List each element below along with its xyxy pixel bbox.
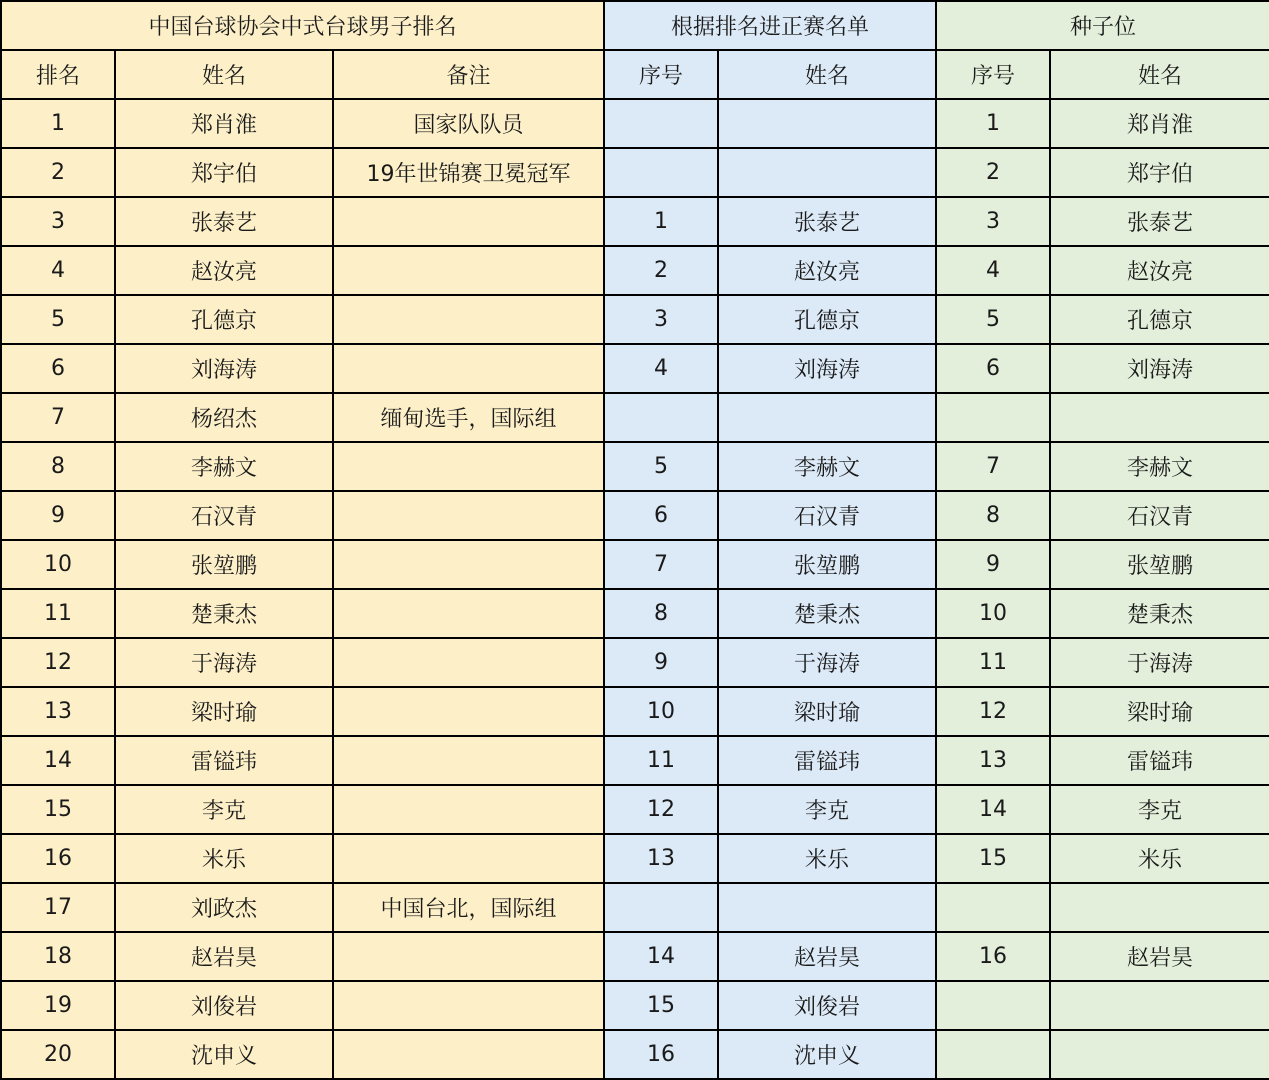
table-row	[1, 540, 1269, 589]
seed-number-cell	[936, 1030, 1050, 1079]
seed-name-cell: 孔德京	[1050, 295, 1269, 344]
entry-number-cell	[604, 393, 718, 442]
seed-number-cell: 11	[936, 638, 1050, 687]
rank-cell: 9	[1, 491, 115, 540]
seed-name-cell: 梁时瑜	[1050, 687, 1269, 736]
entry-number-cell: 2	[604, 246, 718, 295]
seed-number-cell	[936, 393, 1050, 442]
table-row	[1, 981, 1269, 1030]
note-cell	[333, 638, 604, 687]
entry-name-cell: 刘俊岩	[718, 981, 936, 1030]
seed-name-cell: 张泰艺	[1050, 197, 1269, 246]
table-row	[1, 785, 1269, 834]
table-row	[1, 1030, 1269, 1079]
rank-cell: 6	[1, 344, 115, 393]
entry-number-cell: 3	[604, 295, 718, 344]
table-head	[1, 1, 1269, 99]
table-body	[1, 99, 1269, 1079]
seed-number-column-header: 序号	[936, 50, 1050, 99]
rank-cell: 11	[1, 589, 115, 638]
table-row	[1, 491, 1269, 540]
name-cell: 刘政杰	[115, 883, 333, 932]
table-row	[1, 638, 1269, 687]
note-cell	[333, 736, 604, 785]
entry-name-cell: 刘海涛	[718, 344, 936, 393]
name-cell: 楚秉杰	[115, 589, 333, 638]
entry-name-cell: 梁时瑜	[718, 687, 936, 736]
entry-number-cell: 16	[604, 1030, 718, 1079]
seed-number-cell: 13	[936, 736, 1050, 785]
seed-name-cell: 郑宇伯	[1050, 148, 1269, 197]
table-row	[1, 295, 1269, 344]
rank-cell: 14	[1, 736, 115, 785]
rank-cell: 2	[1, 148, 115, 197]
name-cell: 沈申义	[115, 1030, 333, 1079]
note-cell	[333, 1030, 604, 1079]
entry-name-cell: 李克	[718, 785, 936, 834]
seed-number-cell: 7	[936, 442, 1050, 491]
entry-name-cell: 张堃鹏	[718, 540, 936, 589]
seed-name-cell: 李赫文	[1050, 442, 1269, 491]
name-cell: 李克	[115, 785, 333, 834]
name-cell: 张堃鹏	[115, 540, 333, 589]
seed-name-cell: 刘海涛	[1050, 344, 1269, 393]
name-cell: 刘海涛	[115, 344, 333, 393]
name-cell: 于海涛	[115, 638, 333, 687]
seed-name-cell	[1050, 981, 1269, 1030]
seed-number-cell: 4	[936, 246, 1050, 295]
entry-name-cell	[718, 148, 936, 197]
table-row	[1, 834, 1269, 883]
rank-cell: 20	[1, 1030, 115, 1079]
note-cell	[333, 246, 604, 295]
note-cell	[333, 295, 604, 344]
ranking-group-title: 中国台球协会中式台球男子排名	[1, 1, 604, 50]
entry-name-cell: 楚秉杰	[718, 589, 936, 638]
table-row	[1, 393, 1269, 442]
entry-name-cell: 石汉青	[718, 491, 936, 540]
note-column-header: 备注	[333, 50, 604, 99]
entry-name-cell: 沈申义	[718, 1030, 936, 1079]
name-cell: 雷镒玮	[115, 736, 333, 785]
seed-name-cell: 张堃鹏	[1050, 540, 1269, 589]
seed-number-cell: 2	[936, 148, 1050, 197]
seed-name-cell	[1050, 1030, 1269, 1079]
seed-name-cell: 赵汝亮	[1050, 246, 1269, 295]
entry-number-cell: 9	[604, 638, 718, 687]
entry-number-cell: 11	[604, 736, 718, 785]
table-row	[1, 736, 1269, 785]
name-cell: 米乐	[115, 834, 333, 883]
rank-cell: 16	[1, 834, 115, 883]
entry-number-cell: 12	[604, 785, 718, 834]
seed-number-cell: 10	[936, 589, 1050, 638]
entry-number-cell: 4	[604, 344, 718, 393]
entry-number-cell	[604, 148, 718, 197]
seed-number-cell: 14	[936, 785, 1050, 834]
rank-cell: 1	[1, 99, 115, 148]
entry-name-cell: 李赫文	[718, 442, 936, 491]
name-cell: 李赫文	[115, 442, 333, 491]
seed-name-column-header: 姓名	[1050, 50, 1269, 99]
entry-number-cell: 5	[604, 442, 718, 491]
note-cell	[333, 981, 604, 1030]
seed-number-cell: 15	[936, 834, 1050, 883]
seed-name-cell: 赵岩昊	[1050, 932, 1269, 981]
entry-number-cell: 8	[604, 589, 718, 638]
entry-number-cell: 1	[604, 197, 718, 246]
note-cell	[333, 834, 604, 883]
seed-name-cell: 李克	[1050, 785, 1269, 834]
rank-cell: 15	[1, 785, 115, 834]
table-row	[1, 589, 1269, 638]
table-row	[1, 148, 1269, 197]
table-row	[1, 99, 1269, 148]
name-cell: 梁时瑜	[115, 687, 333, 736]
seed-number-cell: 1	[936, 99, 1050, 148]
seed-number-cell: 8	[936, 491, 1050, 540]
note-cell: 19年世锦赛卫冕冠军	[333, 148, 604, 197]
seed-name-cell: 郑肖淮	[1050, 99, 1269, 148]
column-header-row	[1, 50, 1269, 99]
entry-name-cell: 雷镒玮	[718, 736, 936, 785]
entry-name-cell: 赵汝亮	[718, 246, 936, 295]
rank-column-header: 排名	[1, 50, 115, 99]
name-column-header: 姓名	[115, 50, 333, 99]
entry-number-cell	[604, 99, 718, 148]
note-cell	[333, 197, 604, 246]
table-row	[1, 687, 1269, 736]
rank-cell: 3	[1, 197, 115, 246]
seed-number-cell	[936, 981, 1050, 1030]
rank-cell: 4	[1, 246, 115, 295]
note-cell	[333, 932, 604, 981]
table-row	[1, 442, 1269, 491]
entry-number-column-header: 序号	[604, 50, 718, 99]
seed-number-cell: 5	[936, 295, 1050, 344]
entry-number-cell: 14	[604, 932, 718, 981]
entry-name-cell: 于海涛	[718, 638, 936, 687]
table-row	[1, 883, 1269, 932]
entry-name-cell: 赵岩昊	[718, 932, 936, 981]
entry-name-cell: 米乐	[718, 834, 936, 883]
seed-number-cell: 6	[936, 344, 1050, 393]
name-cell: 孔德京	[115, 295, 333, 344]
seed-name-cell: 米乐	[1050, 834, 1269, 883]
note-cell	[333, 540, 604, 589]
seed-group-title: 种子位	[936, 1, 1269, 50]
note-cell	[333, 442, 604, 491]
entry-name-cell: 张泰艺	[718, 197, 936, 246]
note-cell: 缅甸选手，国际组	[333, 393, 604, 442]
name-cell: 张泰艺	[115, 197, 333, 246]
table-row	[1, 344, 1269, 393]
entry-name-column-header: 姓名	[718, 50, 936, 99]
rank-cell: 10	[1, 540, 115, 589]
rank-cell: 12	[1, 638, 115, 687]
note-cell: 中国台北，国际组	[333, 883, 604, 932]
seed-name-cell: 石汉青	[1050, 491, 1269, 540]
entry-name-cell: 孔德京	[718, 295, 936, 344]
rank-cell: 8	[1, 442, 115, 491]
name-cell: 郑肖淮	[115, 99, 333, 148]
seed-number-cell	[936, 883, 1050, 932]
group-header-row	[1, 1, 1269, 50]
name-cell: 杨绍杰	[115, 393, 333, 442]
rank-cell: 17	[1, 883, 115, 932]
seed-name-cell: 雷镒玮	[1050, 736, 1269, 785]
entry-group-title: 根据排名进正赛名单	[604, 1, 936, 50]
seed-number-cell: 3	[936, 197, 1050, 246]
table-row	[1, 246, 1269, 295]
seed-number-cell: 9	[936, 540, 1050, 589]
note-cell	[333, 687, 604, 736]
rank-cell: 19	[1, 981, 115, 1030]
note-cell	[333, 491, 604, 540]
seed-name-cell	[1050, 393, 1269, 442]
entry-name-cell	[718, 883, 936, 932]
entry-name-cell	[718, 99, 936, 148]
entry-name-cell	[718, 393, 936, 442]
name-cell: 赵汝亮	[115, 246, 333, 295]
name-cell: 石汉青	[115, 491, 333, 540]
entry-number-cell: 15	[604, 981, 718, 1030]
entry-number-cell	[604, 883, 718, 932]
note-cell	[333, 785, 604, 834]
note-cell	[333, 589, 604, 638]
seed-name-cell	[1050, 883, 1269, 932]
table-row	[1, 932, 1269, 981]
name-cell: 赵岩昊	[115, 932, 333, 981]
entry-number-cell: 13	[604, 834, 718, 883]
entry-number-cell: 10	[604, 687, 718, 736]
seed-name-cell: 于海涛	[1050, 638, 1269, 687]
seed-name-cell: 楚秉杰	[1050, 589, 1269, 638]
rank-cell: 7	[1, 393, 115, 442]
entry-number-cell: 7	[604, 540, 718, 589]
rank-cell: 18	[1, 932, 115, 981]
table-row	[1, 197, 1269, 246]
note-cell: 国家队队员	[333, 99, 604, 148]
rank-cell: 13	[1, 687, 115, 736]
rank-cell: 5	[1, 295, 115, 344]
entry-number-cell: 6	[604, 491, 718, 540]
seed-number-cell: 16	[936, 932, 1050, 981]
note-cell	[333, 344, 604, 393]
name-cell: 郑宇伯	[115, 148, 333, 197]
name-cell: 刘俊岩	[115, 981, 333, 1030]
seed-number-cell: 12	[936, 687, 1050, 736]
